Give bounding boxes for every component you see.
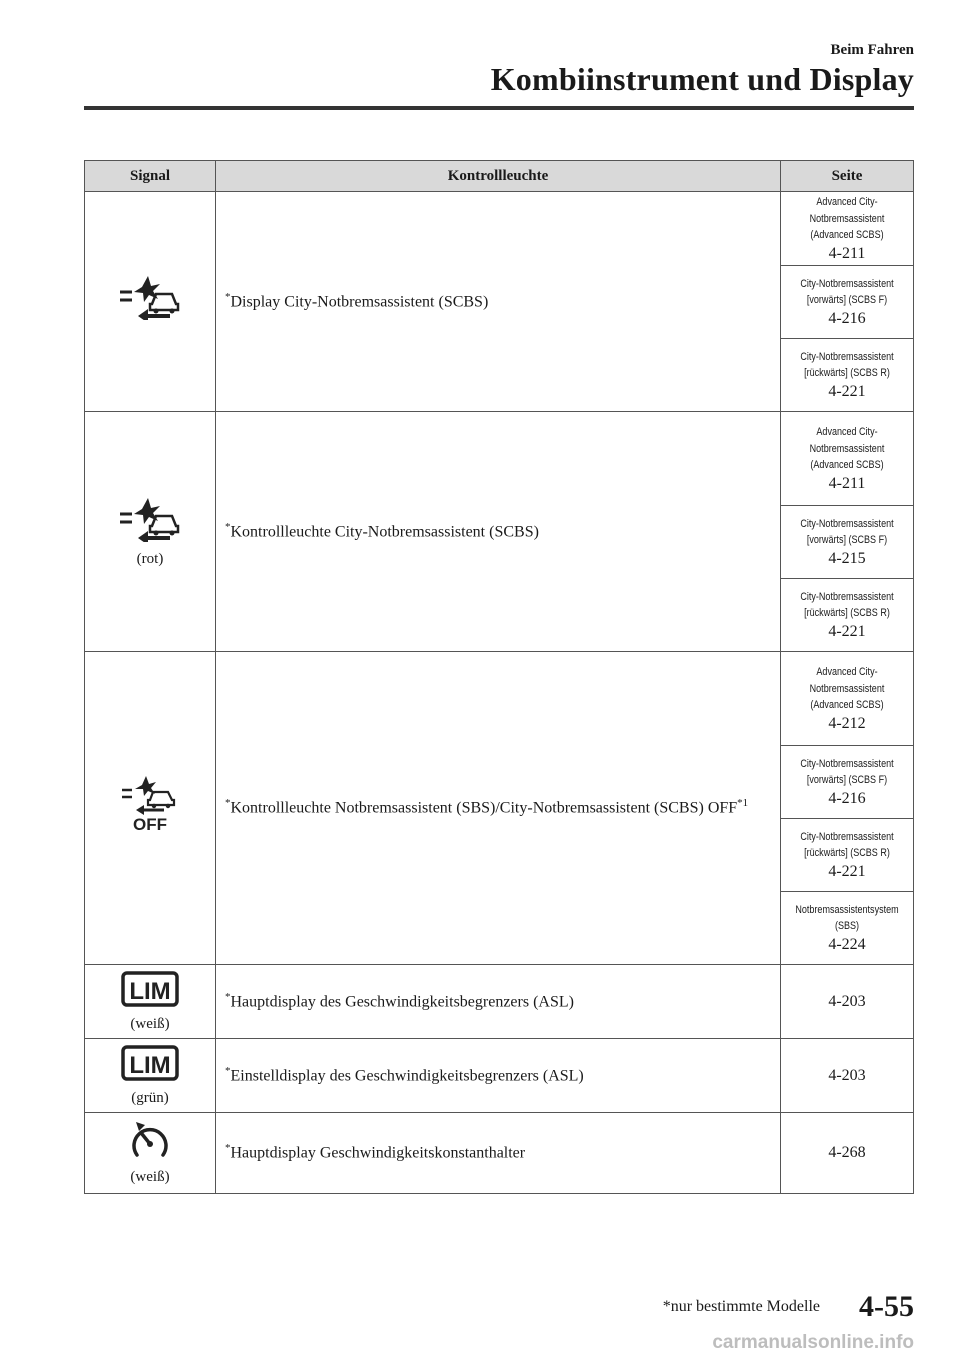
- description-cell: [216, 652, 781, 965]
- signal-label: (grün): [131, 1089, 169, 1106]
- description-cell: [216, 965, 781, 1039]
- lim-icon: [121, 971, 179, 1012]
- page-number: 4-55: [859, 1290, 914, 1323]
- scbs-display-icon: [118, 274, 182, 325]
- description-cell: [216, 1039, 781, 1113]
- page-ref: [781, 1039, 914, 1113]
- signal-cell: [85, 412, 216, 652]
- model-mark: *: [225, 520, 231, 533]
- page-ref-name: City-Notbremsassistent [rückwärts] (SCBS R): [800, 830, 894, 860]
- table-row: [85, 965, 914, 1039]
- signal-cell: [85, 1113, 216, 1194]
- page-ref: [781, 892, 914, 965]
- footnote: *nur bestimmte Modelle: [662, 1298, 820, 1315]
- page-header: [491, 42, 914, 98]
- page-ref-name: Advanced City-Notbremsassistent (Advanced SCBS): [809, 666, 885, 712]
- header-page: Seite: [781, 161, 914, 192]
- page-ref-number[interactable]: 4-212: [828, 714, 866, 732]
- lim-text: LIM: [129, 1051, 171, 1079]
- page-ref: [781, 1113, 914, 1194]
- scbs-off-icon: [118, 774, 182, 839]
- indicator-table: [84, 160, 914, 1194]
- table-row: [85, 192, 914, 266]
- page-ref: [781, 819, 914, 892]
- page-ref-name: City-Notbremsassistent [vorwärts] (SCBS F): [800, 517, 894, 547]
- page-ref: [781, 339, 914, 412]
- page-ref-number[interactable]: 4-211: [828, 244, 866, 262]
- page-ref: [781, 746, 914, 819]
- signal-cell: [85, 1039, 216, 1113]
- page-ref: [781, 965, 914, 1039]
- watermark: carmanualsonline.info: [712, 1332, 914, 1353]
- table-row: [85, 1113, 914, 1194]
- page-ref-name: City-Notbremsassistent [rückwärts] (SCBS R): [800, 590, 894, 620]
- chapter-title: Kombiinstrument und Display: [490, 61, 914, 97]
- page-ref-name: Advanced City-Notbremsassistent (Advanced SCBS): [809, 196, 885, 242]
- header-indicator: Kontrollleuchte: [216, 161, 781, 192]
- page-ref-number[interactable]: 4-211: [828, 474, 866, 492]
- signal-label: (rot): [136, 550, 164, 567]
- model-mark: *: [225, 290, 231, 303]
- table-row: [85, 412, 914, 506]
- table-row: [85, 652, 914, 746]
- page-ref: [781, 579, 914, 652]
- page-ref-number[interactable]: 4-221: [828, 862, 866, 880]
- description-text: Hauptdisplay Geschwindigkeitskonstanthalter: [230, 1144, 526, 1162]
- page-ref: [781, 266, 914, 339]
- lim-icon: [121, 1045, 179, 1086]
- signal-cell: [85, 192, 216, 412]
- off-text: OFF: [133, 814, 167, 834]
- header-rule: [84, 106, 914, 110]
- page-ref: [781, 652, 914, 746]
- description-cell: [216, 1113, 781, 1194]
- footnote-ref: *1: [737, 797, 749, 810]
- signal-cell: [85, 652, 216, 965]
- description-cell: [216, 412, 781, 652]
- description-text: Kontrollleuchte Notbremsassistent (SBS)/City-Notbremsassistent (SCBS) OFF: [230, 799, 738, 817]
- signal-label: (weiß): [130, 1015, 170, 1032]
- page-ref-number[interactable]: 4-203: [828, 992, 866, 1010]
- page-ref-name: City-Notbremsassistent [vorwärts] (SCBS F): [800, 757, 894, 787]
- description-text: Einstelldisplay des Geschwindigkeitsbegrenzers (ASL): [230, 1067, 584, 1085]
- description-text: Kontrollleuchte City-Notbremsassistent (SCBS): [230, 523, 539, 541]
- page-ref-number[interactable]: 4-203: [828, 1066, 866, 1084]
- description-text: Hauptdisplay des Geschwindigkeitsbegrenzers (ASL): [230, 993, 574, 1011]
- page-ref-number[interactable]: 4-216: [828, 309, 866, 327]
- model-mark: *: [225, 797, 231, 810]
- description-text: Display City-Notbremsassistent (SCBS): [230, 293, 489, 311]
- page-ref-name: Advanced City-Notbremsassistent (Advanced SCBS): [809, 426, 885, 472]
- description-cell: [216, 192, 781, 412]
- table-header-row: [85, 161, 914, 192]
- page-ref-name: City-Notbremsassistent [rückwärts] (SCBS R): [800, 350, 894, 380]
- page-ref: [781, 192, 914, 266]
- page-ref-number[interactable]: 4-215: [828, 549, 866, 567]
- page-ref-number[interactable]: 4-221: [828, 622, 866, 640]
- model-mark: *: [225, 990, 231, 1003]
- scbs-warning-icon: [118, 496, 182, 547]
- model-mark: *: [225, 1064, 231, 1077]
- cruise-control-icon: [128, 1120, 172, 1165]
- page-ref-number[interactable]: 4-268: [828, 1144, 866, 1161]
- page-ref-number[interactable]: 4-216: [828, 789, 866, 807]
- page-ref: [781, 506, 914, 579]
- signal-cell: [85, 965, 216, 1039]
- model-mark: *: [225, 1142, 231, 1155]
- page-ref-number[interactable]: 4-221: [828, 382, 866, 400]
- header-signal: Signal: [85, 161, 216, 192]
- page-ref-name: Notbremsassistentsystem (SBS): [795, 903, 899, 933]
- page-ref: [781, 412, 914, 506]
- section-title: Beim Fahren: [830, 42, 914, 58]
- table-row: [85, 1039, 914, 1113]
- lim-text: LIM: [129, 977, 171, 1005]
- page-ref-number[interactable]: 4-224: [828, 935, 866, 953]
- signal-label: (weiß): [130, 1169, 170, 1185]
- page-ref-name: City-Notbremsassistent [vorwärts] (SCBS F): [800, 277, 894, 307]
